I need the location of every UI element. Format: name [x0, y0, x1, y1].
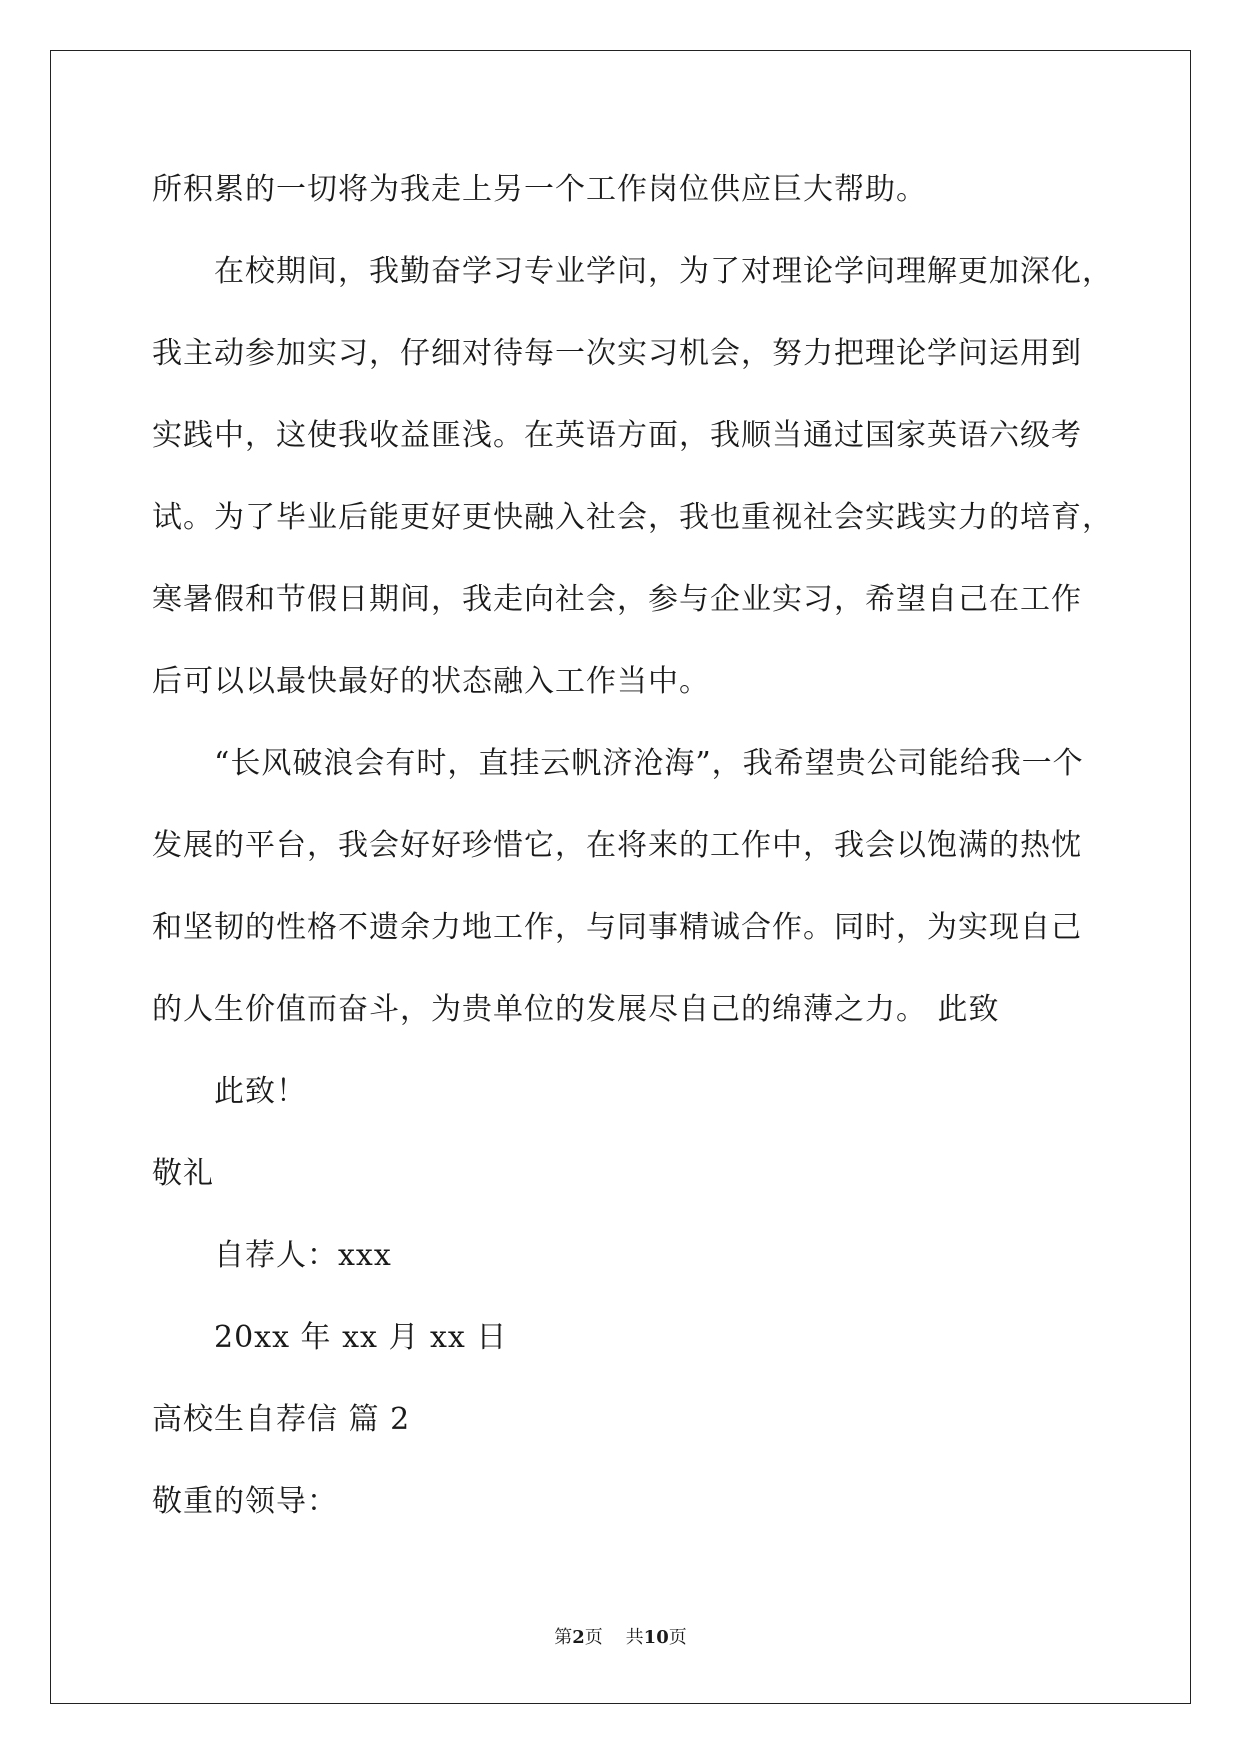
text-line-7: 后可以以最快最好的状态融入工作当中。 — [152, 664, 710, 699]
section-heading: 高校生自荐信 篇 2 — [152, 1402, 411, 1437]
total-number: 10 — [643, 1627, 669, 1648]
text-line-9: 发展的平台，我会好好珍惜它，在将来的工作中，我会以饱满的热忱 — [152, 828, 1082, 863]
page-prefix: 第 — [554, 1627, 573, 1648]
text-line-11: 的人生价值而奋斗，为贵单位的发展尽自己的绵薄之力。 此致 — [152, 992, 1000, 1027]
total-prefix: 共 — [625, 1627, 644, 1648]
page-number: 2 — [572, 1627, 585, 1648]
signature-line: 自荐人：xxx — [214, 1238, 392, 1273]
text-line-10: 和坚韧的性格不遗余力地工作，与同事精诚合作。同时，为实现自己 — [152, 910, 1082, 945]
text-line-1: 所积累的一切将为我走上另一个工作岗位供应巨大帮助。 — [152, 172, 927, 207]
total-suffix: 页 — [668, 1627, 687, 1648]
text-line-2: 在校期间，我勤奋学习专业学问，为了对理论学问理解更加深化， — [214, 254, 1113, 289]
page-suffix: 页 — [584, 1627, 603, 1648]
page-border — [50, 50, 1191, 1704]
text-line-3: 我主动参加实习，仔细对待每一次实习机会，努力把理论学问运用到 — [152, 336, 1082, 371]
page-footer — [0, 1626, 1241, 1650]
text-line-5: 试。为了毕业后能更好更快融入社会，我也重视社会实践实力的培育， — [152, 500, 1113, 535]
greeting-line: 敬重的领导： — [152, 1484, 338, 1519]
text-line-6: 寒暑假和节假日期间，我走向社会，参与企业实习，希望自己在工作 — [152, 582, 1082, 617]
closing-salutation: 此致！ — [214, 1074, 307, 1109]
date-line: 20xx 年 xx 月 xx 日 — [214, 1320, 508, 1355]
text-line-4: 实践中，这使我收益匪浅。在英语方面，我顺当通过国家英语六级考 — [152, 418, 1082, 453]
closing-regards: 敬礼 — [152, 1156, 214, 1191]
text-line-8: “长风破浪会有时，直挂云帆济沧海”，我希望贵公司能给我一个 — [214, 746, 1084, 781]
